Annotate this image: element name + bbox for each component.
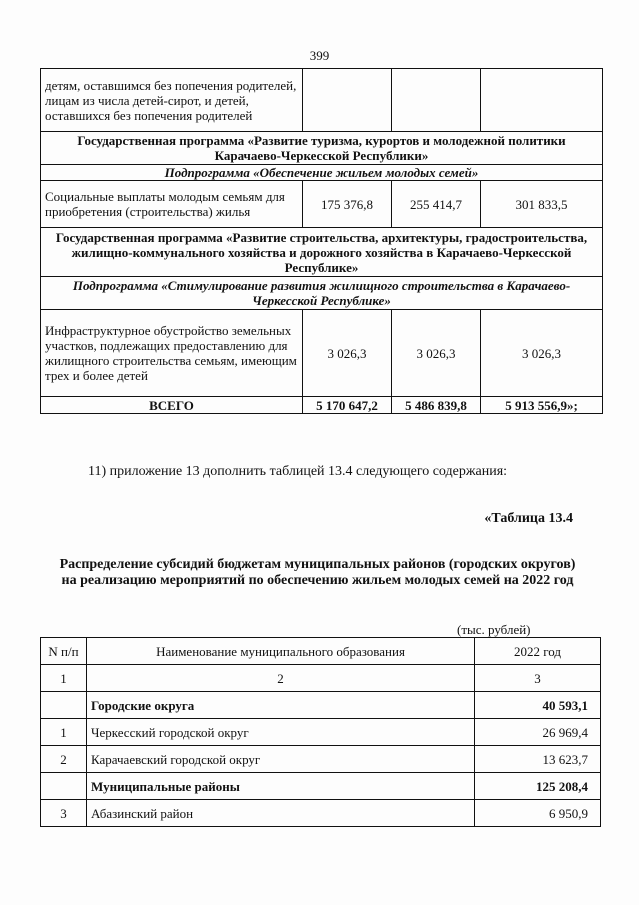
table-cell-value: 255 414,7 [392,181,481,228]
table-row [41,692,601,719]
row-name: Черкесский городской округ [87,719,475,746]
subprogram-heading: Подпрограмма «Обеспечение жильем молодых семей» [41,165,603,181]
row-name: Абазинский район [87,800,475,827]
subsidy-table [40,637,601,827]
total-value: 5 170 647,2 [303,397,392,414]
paragraph-item: 11) приложение 13 дополнить таблицей 13.4 следующего содержания: [88,464,508,479]
row-value: 6 950,9 [475,800,601,827]
header-name: Наименование муниципального образования [87,638,475,665]
table-row [41,773,601,800]
table-cell-value: 3 026,3 [392,310,481,397]
program-heading: Государственная программа «Развитие туризма, курортов и молодежной политики Карачаево-Черкесской Республики» [41,132,603,165]
row-value: 13 623,7 [475,746,601,773]
table-row [41,746,601,773]
total-label: ВСЕГО [41,397,303,414]
row-name: Муниципальные районы [87,773,475,800]
total-value: 5 913 556,9»; [481,397,603,414]
table-row [41,800,601,827]
row-name: Городские округа [87,692,475,719]
table-cell-name: детям, оставшимся без попечения родителей, лицам из числа детей-сирот, и детей, оставшихся без попечения родителей [41,69,303,132]
index-cell: 2 [87,665,475,692]
table-cell-value: 3 026,3 [303,310,392,397]
row-name: Карачаевский городской округ [87,746,475,773]
header-num: N п/п [41,638,87,665]
page-number: 399 [309,48,330,63]
subprogram-heading: Подпрограмма «Стимулирование развития жилищного строительства в Карачаево-Черкесской Республике» [41,277,603,310]
header-year: 2022 год [475,638,601,665]
table-cell-value: 175 376,8 [303,181,392,228]
row-num [41,773,87,800]
unit-label: (тыс. рублей) [457,622,531,637]
table-cell-empty [303,69,392,132]
table-cell-empty [392,69,481,132]
program-heading: Государственная программа «Развитие строительства, архитектуры, градостроительства, жилищно-коммунального хозяйства и дорожного хозяйства в Карачаево-Черкесской Республике» [41,228,603,277]
table-cell-value: 3 026,3 [481,310,603,397]
index-cell: 1 [41,665,87,692]
row-num [41,692,87,719]
table-cell-name: Инфраструктурное обустройство земельных участков, подлежащих предоставлению для жилищного строительства семьям, имеющим трех и более детей [41,310,303,397]
row-num: 3 [41,800,87,827]
table-cell-empty [481,69,603,132]
index-cell: 3 [475,665,601,692]
table-row [41,719,601,746]
budget-table [40,68,603,414]
table-cell-name: Социальные выплаты молодым семьям для приобретения (строительства) жилья [41,181,303,228]
row-value: 26 969,4 [475,719,601,746]
table-title: Распределение субсидий бюджетам муниципальных районов (городских округов) на реализацию мероприятий по обеспечению жильем молодых семей на 2022 год [59,557,576,588]
table-label: «Таблица 13.4 [484,511,573,526]
row-value: 40 593,1 [475,692,601,719]
row-value: 125 208,4 [475,773,601,800]
row-num: 2 [41,746,87,773]
total-value: 5 486 839,8 [392,397,481,414]
table-cell-value: 301 833,5 [481,181,603,228]
row-num: 1 [41,719,87,746]
